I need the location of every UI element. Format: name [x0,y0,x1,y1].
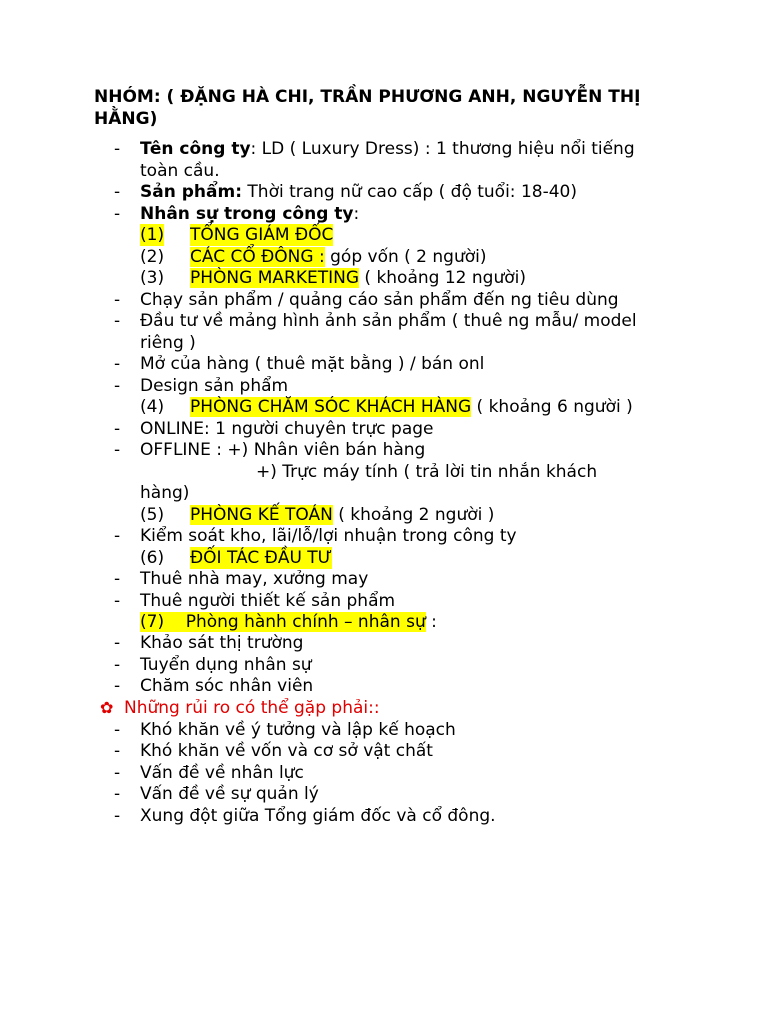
flower-bullet-icon: ✿ [100,698,114,717]
document-page: NHÓM: ( ĐẶNG HÀ CHI, TRẦN PHƯƠNG ANH, NGUYỄN THỊ HẰNG) - Tên công ty: LD ( Luxury Dress) : 1 thương hiệu nổi tiếng toàn cầu. - Sản phẩm: Thời trang nữ cao cấp ( độ tuổi: 18-40) - Nhân sự trong công ty: (1) TỔNG GIÁM ĐỐC (2) CÁC CỔ ĐÔNG : góp vốn ( 2 người) (3) PHÒNG MARKETING ( khoảng 12 người) - Chạy sản phẩm / quảng cáo sản phẩm đến ng tiêu dùng - Đầu tư về mảng hình ảnh sản phẩm ( thuê ng mẫu/ model riêng ) - Mở của hàng ( thuê mặt bằng ) / bán onl - Design sản phẩm (4) PHÒNG CHĂM SÓC KHÁCH HÀNG ( khoảng 6 người ) - ONLINE: 1 người chuyên trực page - OFFLINE : +) Nhân viên bán hàng +) Trực máy tính ( trả lời tin nhắn khách hàng) (5) PHÒNG KẾ TOÁN ( khoảng 2 người ) - Kiểm soát kho, lãi/lỗ/lợi nhuận trong công ty (6) ĐỐI TÁC ĐẦU TƯ - Thuê nhà may, xưởng may - Thuê người thiết kế sản phẩm (7) Phòng hành chính – nhân sự : - Khảo sát thị trường - Tuyển dụng nhân sự - Chăm sóc nhân viên ✿ Những rủi ro có thể gặp phải:: - Khó khăn về ý tưởng và lập kế hoạch - Khó khăn về vốn và cơ sở vật chất - Vấn đề về nhân lực - Vấn đề về sự quản lý - Xung đột giữa Tổng giám đốc và cổ đông. [0,0,768,1024]
group-heading: NHÓM: ( ĐẶNG HÀ CHI, TRẦN PHƯƠNG ANH, NGUYỄN THỊ HẰNG) [94,87,641,129]
